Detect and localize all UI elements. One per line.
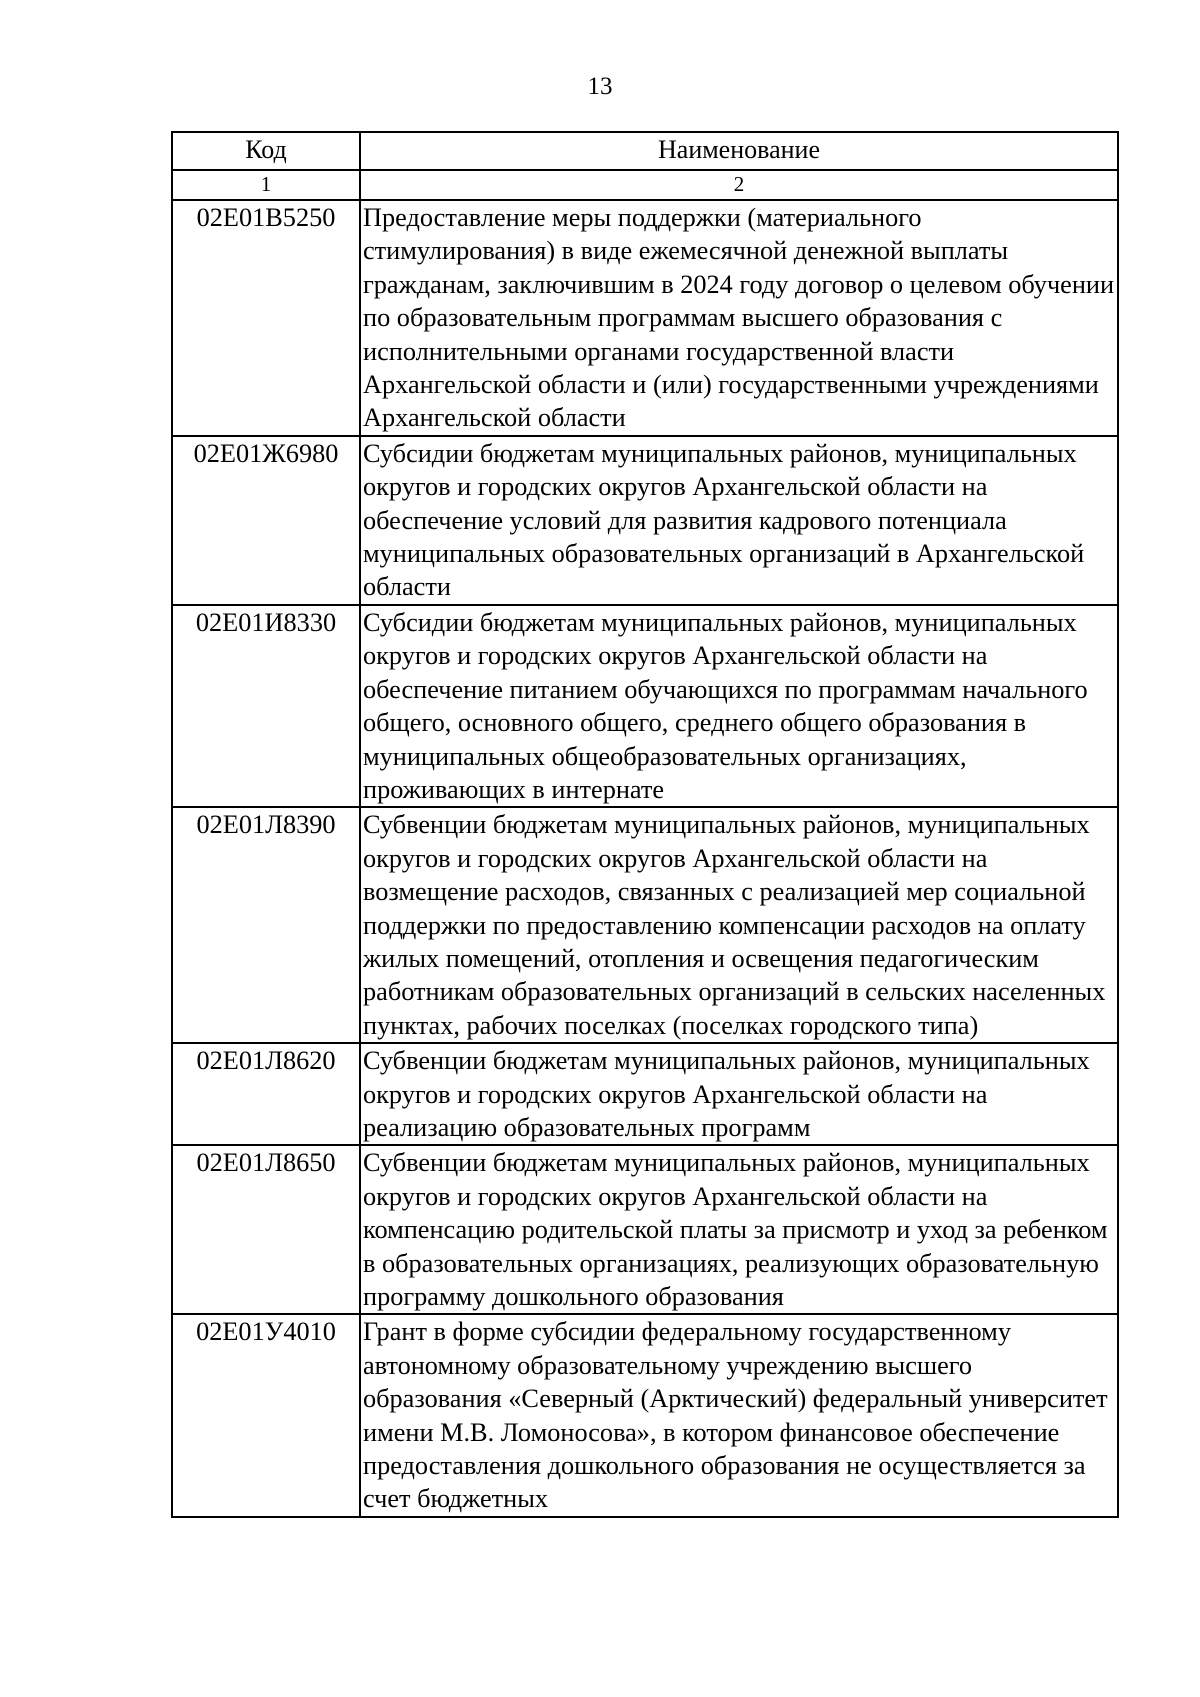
row-name: Субвенции бюджетам муниципальных районов, муниципальных округов и городских округов Архангельской области на возмещение расходов, связанных с реализацией мер социальной поддержки по предоставлению компенсации расходов на оплату жилых помещений, отопления и освещения педагогическим работникам образовательных организаций в сельских населенных пунктах, рабочих поселках (поселках городского типа) [360, 807, 1118, 1043]
table-row [172, 1043, 1118, 1145]
table-row [172, 436, 1118, 605]
row-code: 02Е01Л8650 [172, 1145, 360, 1314]
row-name: Предоставление меры поддержки (материального стимулирования) в виде ежемесячной денежной выплаты гражданам, заключившим в 2024 году договор о целевом обучении по образовательным программам высшего образования с исполнительными органами государственной власти Архангельской области и (или) государственными учреждениями Архангельской области [360, 200, 1118, 436]
row-code: 02Е01Л8390 [172, 807, 360, 1043]
budget-codes-table [171, 131, 1119, 1518]
table-row [172, 605, 1118, 807]
table-row [172, 200, 1118, 436]
row-code: 02Е01Л8620 [172, 1043, 360, 1145]
table-row [172, 1145, 1118, 1314]
header-code: Код [172, 132, 360, 170]
row-code: 02Е01Ж6980 [172, 436, 360, 605]
table-header-row [172, 132, 1118, 170]
table-row [172, 807, 1118, 1043]
row-name: Субсидии бюджетам муниципальных районов, муниципальных округов и городских округов Архангельской области на обеспечение условий для развития кадрового потенциала муниципальных образовательных организаций в Архангельской области [360, 436, 1118, 605]
page-number: 13 [587, 73, 613, 100]
row-code: 02Е01И8330 [172, 605, 360, 807]
table-row [172, 1314, 1118, 1516]
row-name: Субсидии бюджетам муниципальных районов, муниципальных округов и городских округов Архангельской области на обеспечение питанием обучающихся по программам начального общего, основного общего, среднего общего образования в муниципальных общеобразовательных организациях, проживающих в интернате [360, 605, 1118, 807]
column-number-row [172, 170, 1118, 200]
row-name: Грант в форме субсидии федеральному государственному автономному образовательному учреждению высшего образования «Северный (Арктический) федеральный университет имени М.В. Ломоносова», в котором финансовое обеспечение предоставления дошкольного образования не осуществляется за счет бюджетных [360, 1314, 1118, 1516]
header-name: Наименование [360, 132, 1118, 170]
row-code: 02Е01В5250 [172, 200, 360, 436]
column-number-2: 2 [360, 170, 1118, 200]
row-name: Субвенции бюджетам муниципальных районов, муниципальных округов и городских округов Архангельской области на реализацию образовательных программ [360, 1043, 1118, 1145]
row-code: 02Е01У4010 [172, 1314, 360, 1516]
column-number-1: 1 [172, 170, 360, 200]
row-name: Субвенции бюджетам муниципальных районов, муниципальных округов и городских округов Архангельской области на компенсацию родительской платы за присмотр и уход за ребенком в образовательных организациях, реализующих образовательную программу дошкольного образования [360, 1145, 1118, 1314]
